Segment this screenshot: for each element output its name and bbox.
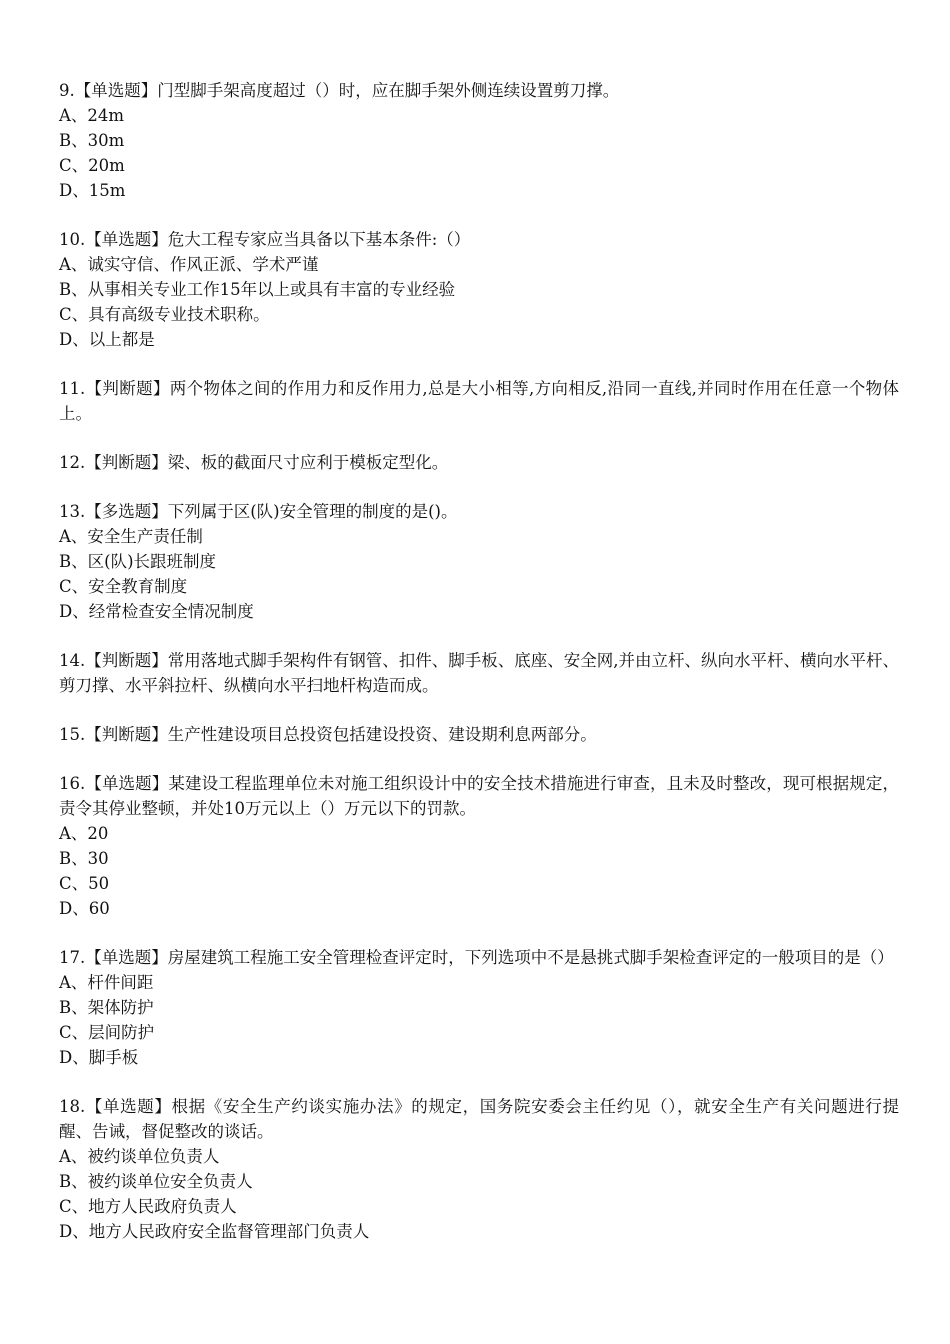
option-b: B、区(队)长跟班制度 xyxy=(59,552,216,571)
option-d: D、60 xyxy=(59,899,110,918)
question-12 xyxy=(59,450,899,475)
question-15 xyxy=(59,722,899,747)
option-b: B、30m xyxy=(59,131,125,150)
question-14 xyxy=(59,648,899,698)
option-d: D、脚手板 xyxy=(59,1048,139,1067)
question-stem: 17.【单选题】房屋建筑工程施工安全管理检查评定时，下列选项中不是悬挑式脚手架检查评定的一般项目的是（） xyxy=(59,948,894,967)
question-stem: 12.【判断题】梁、板的截面尺寸应利于模板定型化。 xyxy=(59,453,449,472)
option-a: A、安全生产责任制 xyxy=(59,527,203,546)
question-18 xyxy=(59,1094,899,1244)
option-c: C、具有高级专业技术职称。 xyxy=(59,305,270,324)
question-stem: 18.【单选题】根据《安全生产约谈实施办法》的规定，国务院安委会主任约见（），就安全生产有关问题进行提醒、告诫，督促整改的谈话。 xyxy=(59,1097,899,1141)
option-a: A、被约谈单位负责人 xyxy=(59,1147,220,1166)
question-stem: 15.【判断题】生产性建设项目总投资包括建设投资、建设期利息两部分。 xyxy=(59,725,597,744)
option-b: B、30 xyxy=(59,849,109,868)
question-stem: 14.【判断题】常用落地式脚手架构件有钢管、扣件、脚手板、底座、安全网,并由立杆、纵向水平杆、横向水平杆、剪刀撑、水平斜拉杆、纵横向水平扫地杆构造而成。 xyxy=(59,651,899,695)
option-a: A、诚实守信、作风正派、学术严谨 xyxy=(59,255,319,274)
option-c: C、20m xyxy=(59,156,125,175)
option-c: C、地方人民政府负责人 xyxy=(59,1197,237,1216)
option-c: C、层间防护 xyxy=(59,1023,155,1042)
question-17 xyxy=(59,945,899,1070)
question-stem: 11.【判断题】两个物体之间的作用力和反作用力,总是大小相等,方向相反,沿同一直线,并同时作用在任意一个物体上。 xyxy=(59,379,899,423)
option-d: D、以上都是 xyxy=(59,330,155,349)
question-11 xyxy=(59,376,899,426)
option-b: B、架体防护 xyxy=(59,998,154,1017)
option-a: A、20 xyxy=(59,824,109,843)
option-a: A、杆件间距 xyxy=(59,973,154,992)
option-c: C、50 xyxy=(59,874,110,893)
question-stem: 16.【单选题】某建设工程监理单位未对施工组织设计中的安全技术措施进行审查，且未及时整改，现可根据规定，责令其停业整顿，并处10万元以上（）万元以下的罚款。 xyxy=(59,774,899,818)
question-stem: 10.【单选题】危大工程专家应当具备以下基本条件:（） xyxy=(59,230,471,249)
option-b: B、从事相关专业工作15年以上或具有丰富的专业经验 xyxy=(59,280,456,299)
option-d: D、经常检查安全情况制度 xyxy=(59,602,254,621)
question-stem: 13.【多选题】下列属于区(队)安全管理的制度的是()。 xyxy=(59,502,458,521)
question-10 xyxy=(59,227,899,352)
question-stem: 9.【单选题】门型脚手架高度超过（）时，应在脚手架外侧连续设置剪刀撑。 xyxy=(59,81,620,100)
option-d: D、地方人民政府安全监督管理部门负责人 xyxy=(59,1222,370,1241)
question-13 xyxy=(59,499,899,624)
option-c: C、安全教育制度 xyxy=(59,577,188,596)
question-16 xyxy=(59,771,899,921)
question-9 xyxy=(59,78,899,203)
option-d: D、15m xyxy=(59,181,126,200)
option-a: A、24m xyxy=(59,106,125,125)
question-sheet xyxy=(59,78,899,1268)
option-b: B、被约谈单位安全负责人 xyxy=(59,1172,253,1191)
